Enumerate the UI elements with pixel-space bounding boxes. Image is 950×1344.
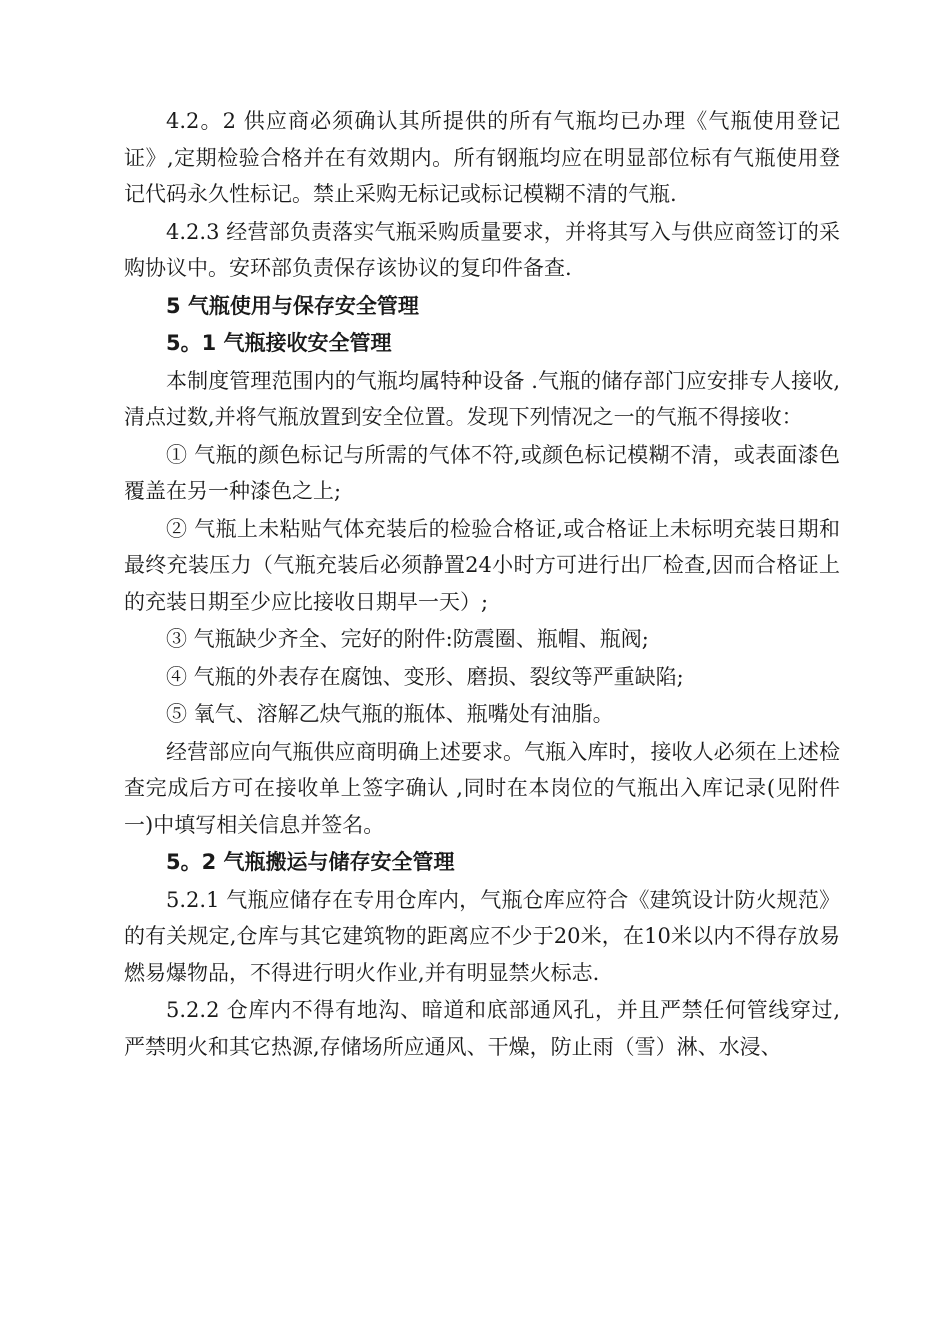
document-body bbox=[124, 103, 840, 1066]
section-heading-5: 5 气瓶使用与保存安全管理 bbox=[166, 293, 419, 318]
list-item-3: ③ 气瓶缺少齐全、完好的附件:防震圈、瓶帽、瓶阀; bbox=[166, 627, 649, 651]
paragraph-4-2-3: 4.2.3 经营部负责落实气瓶采购质量要求，并将其写入与供应商签订的采购协议中。安环部负责保存该协议的复印件备查. bbox=[124, 219, 840, 280]
section-heading-5-2: 5。2 气瓶搬运与储存安全管理 bbox=[166, 850, 455, 874]
paragraph-receiving-requirements: 经营部应向气瓶供应商明确上述要求。气瓶入库时，接收人必须在上述检查完成后方可在接收单上签字确认 ,同时在本岗位的气瓶出入库记录(见附件一)中填写相关信息并签名。 bbox=[124, 739, 840, 837]
paragraph-5-2-1: 5.2.1 气瓶应储存在专用仓库内，气瓶仓库应符合《建筑设计防火规范》的有关规定,仓库与其它建筑物的距离应不少于20米，在10米以内不得存放易燃易爆物品，不得进行明火作业,并有明显禁火标志. bbox=[124, 887, 840, 985]
list-item-5: ⑤ 氧气、溶解乙炔气瓶的瓶体、瓶嘴处有油脂。 bbox=[166, 702, 614, 726]
section-heading-5-1: 5。1 气瓶接收安全管理 bbox=[166, 331, 392, 355]
list-item-1: ① 气瓶的颜色标记与所需的气体不符,或颜色标记模糊不清，或表面漆色覆盖在另一种漆色之上; bbox=[124, 442, 840, 503]
paragraph-4-2-2: 4.2。2 供应商必须确认其所提供的所有气瓶均已办理《气瓶使用登记证》,定期检验合格并在有效期内。所有钢瓶均应在明显部位标有气瓶使用登记代码永久性标记。禁止采购无标记或标记模糊不清的气瓶. bbox=[124, 109, 840, 206]
paragraph-receiving-scope: 本制度管理范围内的气瓶均属特种设备 .气瓶的储存部门应安排专人接收,清点过数,并将气瓶放置到安全位置。发现下列情况之一的气瓶不得接收： bbox=[124, 368, 840, 429]
list-item-4: ④ 气瓶的外表存在腐蚀、变形、磨损、裂纹等严重缺陷; bbox=[166, 664, 684, 689]
list-item-2: ② 气瓶上未粘贴气体充装后的检验合格证,或合格证上未标明充装日期和最终充装压力（气瓶充装后必须静置24小时方可进行出厂检查,因而合格证上的充装日期至少应比接收日期早一天）; bbox=[124, 516, 840, 614]
paragraph-5-2-2: 5.2.2 仓库内不得有地沟、暗道和底部通风孔，并且严禁任何管线穿过,严禁明火和其它热源,存储场所应通风、干燥，防止雨（雪）淋、水浸、 bbox=[124, 998, 840, 1059]
